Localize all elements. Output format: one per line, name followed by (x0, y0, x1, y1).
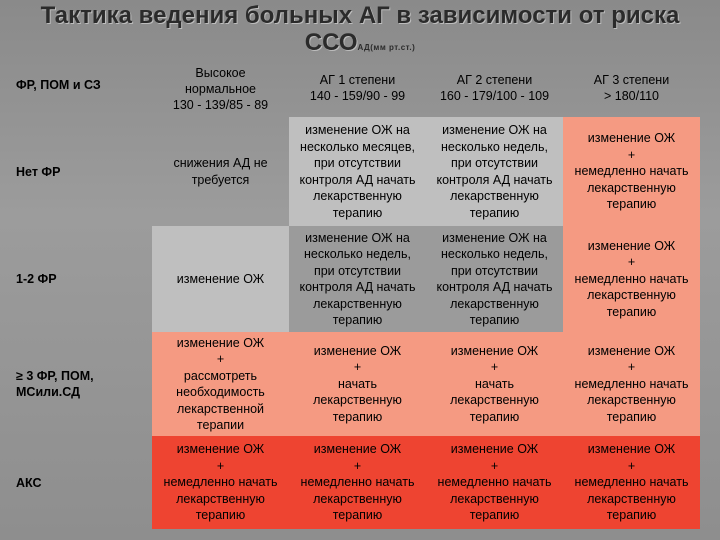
cell-1-2-rf-ag2: изменение ОЖ на несколько недель, при отсутствии контроля АД начать лекарственную терапию (426, 226, 563, 332)
title-unit-subscript: АД(мм рт.ст.) (357, 43, 416, 52)
cell-3-rf-ag3: изменение ОЖ + немедленно начать лекарственную терапию (563, 332, 700, 436)
title-sso: ССО (304, 29, 358, 56)
row-label-3-rf-pom: ≥ 3 ФР, ПОМ, МСили.СД (16, 369, 94, 399)
cell-3-rf-ag2: изменение ОЖ + начать лекарственную терапию (426, 332, 563, 436)
col-header-ag2: АГ 2 степени 160 - 179/100 - 109 (439, 73, 550, 103)
cell-no-rf-ag3: изменение ОЖ + немедленно начать лекарственную терапию (563, 117, 700, 226)
cell-1-2-rf-ag3: изменение ОЖ + немедленно начать лекарственную терапию (563, 226, 700, 332)
col-header-high-normal: Высокое нормальное 130 - 139/85 - 89 (172, 66, 269, 112)
cell-aks-ag1: изменение ОЖ + немедленно начать лекарственную терапию (289, 436, 426, 529)
corner-header: ФР, ПОМ и СЗ (16, 78, 101, 92)
cell-3-rf-high-normal: изменение ОЖ + рассмотреть необходимость лекарственной терапии (152, 332, 289, 436)
cell-no-rf-ag2: изменение ОЖ на несколько недель, при отсутствии контроля АД начать лекарственную терапию (426, 117, 563, 226)
cell-1-2-rf-high-normal: изменение ОЖ (152, 226, 289, 332)
cell-no-rf-high-normal: снижения АД не требуется (173, 156, 268, 187)
title-line-2 (0, 29, 720, 61)
row-label-1-2-rf: 1-2 ФР (16, 272, 57, 286)
col-header-ag1: АГ 1 степени 140 - 159/90 - 99 (309, 73, 406, 103)
title-line-1: Тактика ведения больных АГ в зависимости от риска (40, 2, 680, 29)
slide-title (0, 2, 720, 61)
cell-no-rf-ag1: изменение ОЖ на несколько месяцев, при отсутствии контроля АД начать лекарственную терапию (289, 117, 426, 226)
cell-aks-ag3: изменение ОЖ + немедленно начать лекарственную терапию (563, 436, 700, 529)
cell-aks-ag2: изменение ОЖ + немедленно начать лекарственную терапию (426, 436, 563, 529)
col-header-ag3: АГ 3 степени > 180/110 (593, 73, 670, 103)
cell-aks-high-normal: изменение ОЖ + немедленно начать лекарственную терапию (152, 436, 289, 529)
row-label-aks: АКС (16, 475, 42, 490)
cell-1-2-rf-ag1: изменение ОЖ на несколько недель, при отсутствии контроля АД начать лекарственную терапию (289, 226, 426, 332)
row-label-no-rf: Нет ФР (16, 164, 61, 179)
cell-3-rf-ag1: изменение ОЖ + начать лекарственную терапию (289, 332, 426, 436)
